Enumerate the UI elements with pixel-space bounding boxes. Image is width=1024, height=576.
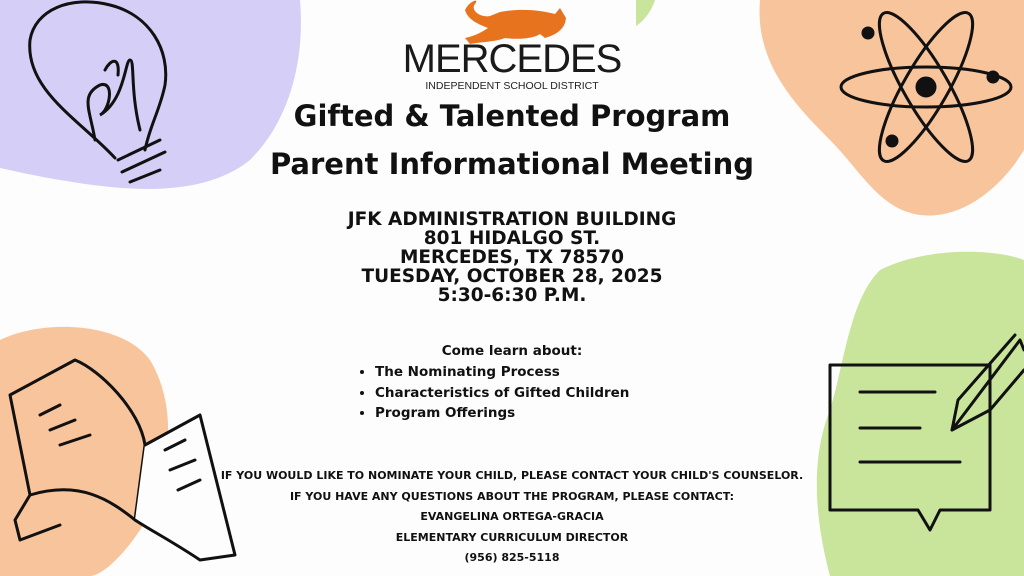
learn-heading: Come learn about: (441, 343, 583, 359)
list-item: • Characteristics of Gifted Children (375, 383, 629, 404)
event-date: TUESDAY, OCTOBER 28, 2025 (361, 266, 663, 287)
event-location: JFK ADMINISTRATION BUILDING (347, 209, 677, 230)
event-time: 5:30-6:30 P.M. (437, 285, 587, 306)
list-item: • The Nominating Process (375, 362, 629, 383)
list-item: • Program Offerings (375, 403, 629, 424)
contact-footer (0, 466, 1024, 569)
nominate-note: IF YOU WOULD LIKE TO NOMINATE YOUR CHILD, PLEASE CONTACT YOUR CHILD'S COUNSELOR. (220, 469, 804, 482)
event-city: MERCEDES, TX 78570 (400, 247, 624, 268)
questions-note: IF YOU HAVE ANY QUESTIONS ABOUT THE PROGRAM, PLEASE CONTACT: (289, 489, 735, 503)
contact-name: EVANGELINA ORTEGA-GRACIA (420, 510, 604, 523)
contact-title: ELEMENTARY CURRICULUM DIRECTOR (395, 530, 629, 544)
learn-list (362, 362, 629, 424)
district-logo-subtitle: INDEPENDENT SCHOOL DISTRICT (425, 80, 599, 92)
event-street: 801 HIDALGO ST. (423, 228, 601, 249)
green-sliver (636, 0, 655, 26)
district-logo-name: MERCEDES (402, 37, 622, 81)
flyer-title-line1: Gifted & Talented Program (293, 99, 731, 133)
event-details (0, 210, 1024, 305)
flyer-title-line2: Parent Informational Meeting (269, 147, 755, 181)
contact-phone: (956) 825-5118 (464, 551, 560, 564)
